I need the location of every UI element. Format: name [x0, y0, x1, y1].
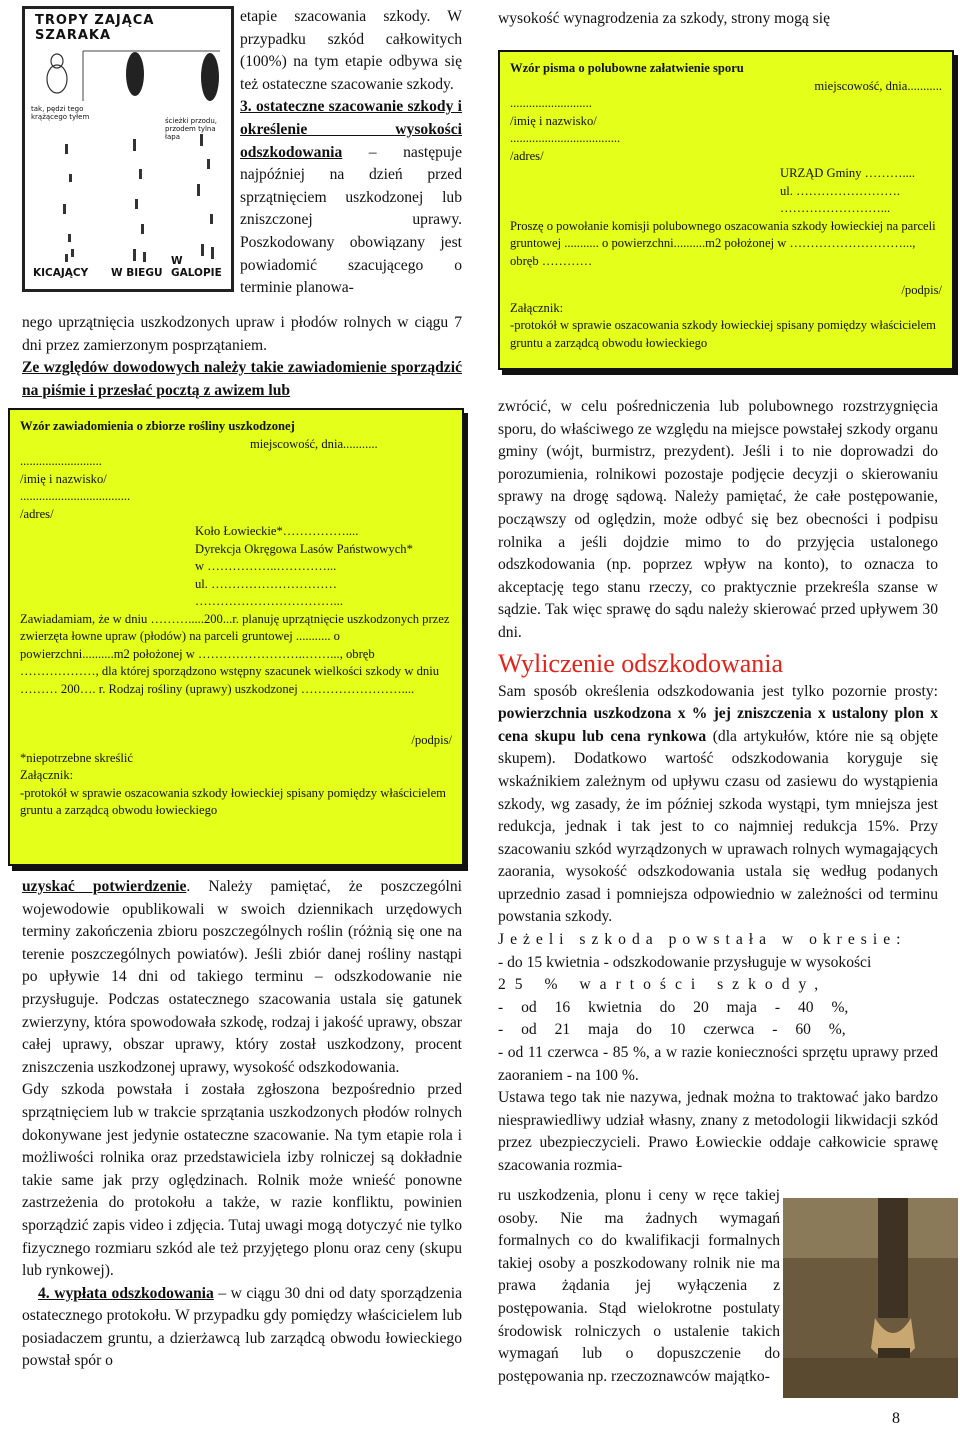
form-notification-harvest — [8, 408, 464, 866]
right-main-text — [498, 396, 938, 1178]
paragraph-potwierdzenie — [22, 876, 462, 1079]
illustration-note-right: ścieżki przodu, przodem tylna łapa — [165, 117, 218, 141]
tracks-drawing — [25, 9, 231, 289]
form1-recipient5: ……………………………... — [195, 594, 343, 608]
paragraph-point4 — [22, 1283, 462, 1373]
point4-heading: 4. wypłata odszkodowania — [38, 1284, 214, 1302]
paragraph-sposob — [498, 681, 938, 930]
illustration-note-left: tak, pędzi tego krążącego tyłem — [31, 105, 90, 121]
form2-body: Proszę o powołanie komisji polubownego oszacowania szkody łowieckiej na parceli gruntowej ........... o powierzchni..........m2 położonej w ………………………..., obręb ………… — [510, 218, 936, 268]
form-amicable-settlement — [498, 50, 954, 370]
section-heading: Wyliczenie odszkodowania — [498, 648, 784, 678]
formula-emph: powierzchnia uszkodzona x % jej zniszczenia x ustalony plon x cena skupu lub cena rynkowa — [498, 705, 938, 745]
form2-attach: -protokół w sprawie oszacowania szkody łowieckiej spisany pomiędzy właścicielem gruntu a zarządcą obwodu łowieckiego — [510, 318, 936, 350]
form1-signature: /podpis/ — [411, 733, 452, 747]
form1-address: /adres/ — [20, 506, 54, 521]
paragraph-ustawa-cont: ru uszkodzenia, plonu i ceny w ręce takiej osoby. Nie ma żadnych wymagań formalnych co do kwalifikacji formalnych takiej osoby a poszkodowany rolnik nie ma prawa żądania jej wyłączenia z postępowania. Stąd wielokrotne postulaty środowisk rolniczych o ustalenie takich wymagań lub o dopuszczenie do postępowania np. rzeczoznawców majątko- — [498, 1187, 780, 1385]
paragraph-zwrocic: zwrócić, w celu pośredniczenia lub polubownego rozstrzygnięcia sporu, do właściwego ze względu na miejsce powstałej szkody organu gminy (wójt, burmistrz, prezydent). Jeśli i to nie doprowadzi do porozumienia, rolnikowi pozostaje podjęcie decyzji o skierowaniu sprawy na drogę sądową. Należy pamiętać, że całe postępowanie, począwszy od oględzin, może odbyć się bez obecności i podpisu rolnika a jeśli dojdzie mimo to do przyjęcia ustalonego odszkodowania (np. poprzez wpływ na konto), to oznacza to akceptację tego stanu rzeczy, co praktycznie przekreśla szanse w sądzie. Tak więc sprawę do sądu należy skierować przed upływem 30 dni. — [498, 398, 938, 641]
form1-attach: -protokół w sprawie oszacowania szkody łowieckiej spisany pomiędzy właścicielem gruntu a zarządcą obwodu łowieckiego — [20, 785, 446, 817]
paragraph-wysokosc: wysokość wynagrodzenia za szkody, strony mogą się — [498, 10, 831, 27]
form1-line1: .......................... — [20, 454, 102, 468]
point4-text: – w ciągu 30 dni od daty sporządzenia ostatecznego protokołu. W przypadku gdy pomiędzy właścicielem lub posiadaczem gruntu, a dzierżawcą lub zarządcą obwodu łowieckiego powstał spór o — [22, 1284, 462, 1370]
left-mid-text — [22, 312, 462, 402]
sposob-text-a: Sam sposób określenia odszkodowania jest tylko pozornie prosty: — [498, 682, 938, 700]
form2-line1: .......................... — [510, 96, 592, 110]
form1-recipient4: ul. ………………………… — [195, 576, 338, 591]
paragraph-emphasis: Ze względów dowodowych należy takie zawiadomienie sporządzić na piśmie i przesłać pocztą z awizem lub — [22, 359, 462, 399]
form1-attach-label: Załącznik: — [20, 768, 74, 782]
form2-title: Wzór pisma o polubowne załatwienie sporu — [510, 61, 744, 75]
form1-line2: ................................... — [20, 489, 131, 503]
track-label-w-biegu: W BIEGU — [111, 267, 163, 279]
paragraph-ustawa: Ustawa tego tak nie nazywa, jednak można to traktować jako bardzo niesprawiedliwy udział własny, znany z metodologii likwidacji szkód przez ubezpieczycieli. Prawo Łowieckie oddaje całkowicie sprawę szacowania rozmia- — [498, 1089, 938, 1174]
tree-damage-photo — [783, 1198, 958, 1398]
list-item-2: - od 16 kwietnia do 20 maja - 40 %, — [498, 998, 849, 1016]
form2-place: miejscowość, dnia........... — [814, 78, 942, 93]
form2-line2: ................................... — [510, 131, 621, 145]
paragraph-etapie: etapie szacowania szkody. W przypadku szkód całkowitych (100%) na tym etapie odbywa się też ostateczne szacowanie szkody. — [240, 8, 462, 93]
illustration-title: TROPY ZAJĄCA SZARAKA — [35, 13, 155, 43]
point3-heading: 3. ostateczne szacowanie szkody i określenie wysokości odszkodowania — [240, 98, 462, 161]
form1-body: Zawiadamiam, że w dniu ……….....200...r. planuję uprzątnięcie uszkodzonych przez zwierzęta łowne upraw (płodów) na parceli gruntowej ........... o powierzchni..........m2 położonej w ……………………..……..., obręb ………………, dla której sporządzono wstępny szacunek wielkości szkody w dniu ……… 200…. r. Rodzaj rośliny (uprawy) uszkodzonej …………………….... — [20, 611, 450, 696]
form2-name: /imię i nazwisko/ — [510, 113, 597, 128]
paragraph-jezeli: Jeżeli szkoda powstała w okresie: — [498, 931, 907, 949]
point3-text: – następuje najpóźniej na dzień przed sprzątnięciem uszkodzonej lub zniszczonej uprawy. Poszkodowany obowiązany jest powiadomić szacującego o terminie planowa- — [240, 143, 462, 297]
form1-recipient1: Koło Łowieckie*…………….... — [195, 524, 359, 538]
form2-recipient2: ul. ……………………. — [780, 183, 900, 198]
form1-recipient3: w ……………..…………... — [195, 559, 337, 573]
track-label-w-galopie: W GALOPIE — [171, 255, 222, 279]
form1-name: /imię i nazwisko/ — [20, 471, 107, 486]
paragraph-point3-cont: nego uprzątnięcia uszkodzonych upraw i płodów rolnych w ciągu 7 dni przez zamierzonym posprzątaniem. — [22, 314, 462, 354]
form1-footnote: *niepotrzebne skreślić — [20, 750, 133, 765]
paragraph-point3 — [240, 96, 462, 299]
sposob-text-c: (dla artykułów, które nie są objęte skupem). Dodatkowo wartość odszkodowania koryguje się wskaźnikiem zależnym od upływu czasu od zasiewu do wystąpienia szkody, wg zasady, że im później szkoda wystąpi, tym mniejsza jest redukcja, jednak i tak jest to co najmniej redukcja 15%. Przy szacowaniu szkód wyrządzonych w uprawach rolnych wymagających zaorania, wysokość odszkodowania ustala się według podanych uprzednio zasad i pomniejsza odpowiednio w zależności od terminu powstania szkody. — [498, 727, 938, 926]
left-bottom-text — [22, 876, 462, 1373]
page-number: 8 — [892, 1410, 900, 1427]
form2-signature: /podpis/ — [901, 283, 942, 297]
paragraph-gdy: Gdy szkoda powstała i została zgłoszona bezpośrednio przed sprzątnięciem lub w trakcie sprzątania uszkodzonych płodów rolnych dokonywane jest jedynie ostateczne szacowanie. Na tym etapie rola i możliwości rolnika oraz przedstawiciela izby rolniczej są dokładnie takie same jak przy oględzinach. Rolnik może wnieść ponowne zastrzeżenia do protokołu a także, w razie konfliktu, powinien sporządzić zapis video i zdjęcia. Tutaj uwagi mogą dotyczyć nie tylko fizycznego rozmiaru szkód ale też przyjętego plonu oraz ceny (skupu lub rynkowej). — [22, 1081, 462, 1280]
left-top-text — [240, 6, 462, 300]
form2-recipient1: URZĄD Gminy ……….... — [780, 166, 916, 180]
list-item-1b: 25 % wartości szkody, — [498, 976, 828, 994]
potwierdzenie-emph: uzyskać potwierdzenie — [22, 878, 187, 895]
potwierdzenie-text: . Należy pamiętać, że poszczególni wojewodowie opublikowali w swoich dziennikach urzędowych terminy zakończenia zbioru poszczególnych roślin (różnią się one na terenie poszczególnych powiatów). Jeśli zbiór danej rośliny nastąpi po upływie 14 dni od takiego terminu – odszkodowanie nie przysługuje. Podczas ostatecznego szacowania ustala się gatunek zwierzyny, która spowodowała szkodę, rodzaj i jakość uprawy, obszar całej uprawy, obszar uprawy, który został uszkodzony, procent zniszczenia uszkodzonej uprawy, wysokość odszkodowania. — [22, 878, 462, 1076]
form1-title: Wzór zawiadomienia o zbiorze rośliny uszkodzonej — [20, 419, 295, 433]
list-item-4: - od 11 czerwca - 85 %, a w razie konieczności sprzętu uprawy przed zaoraniem - na 100 %. — [498, 1044, 938, 1084]
form2-address: /adres/ — [510, 148, 544, 163]
list-item-3: - od 21 maja do 10 czerwca - 60 %, — [498, 1021, 846, 1039]
form2-recipient3: ……………………... — [780, 201, 891, 215]
form1-place: miejscowość, dnia........... — [250, 436, 378, 451]
form2-attach-label: Załącznik: — [510, 300, 564, 315]
right-top-text — [498, 8, 938, 31]
form1-recipient2: Dyrekcja Okręgowa Lasów Państwowych* — [195, 541, 413, 556]
track-label-kicajacy: KICAJĄCY — [33, 267, 89, 279]
list-item-1a: - do 15 kwietnia - odszkodowanie przysługuje w wysokości — [498, 953, 872, 971]
hare-tracks-illustration — [22, 6, 234, 292]
right-bottom-text — [498, 1185, 780, 1388]
